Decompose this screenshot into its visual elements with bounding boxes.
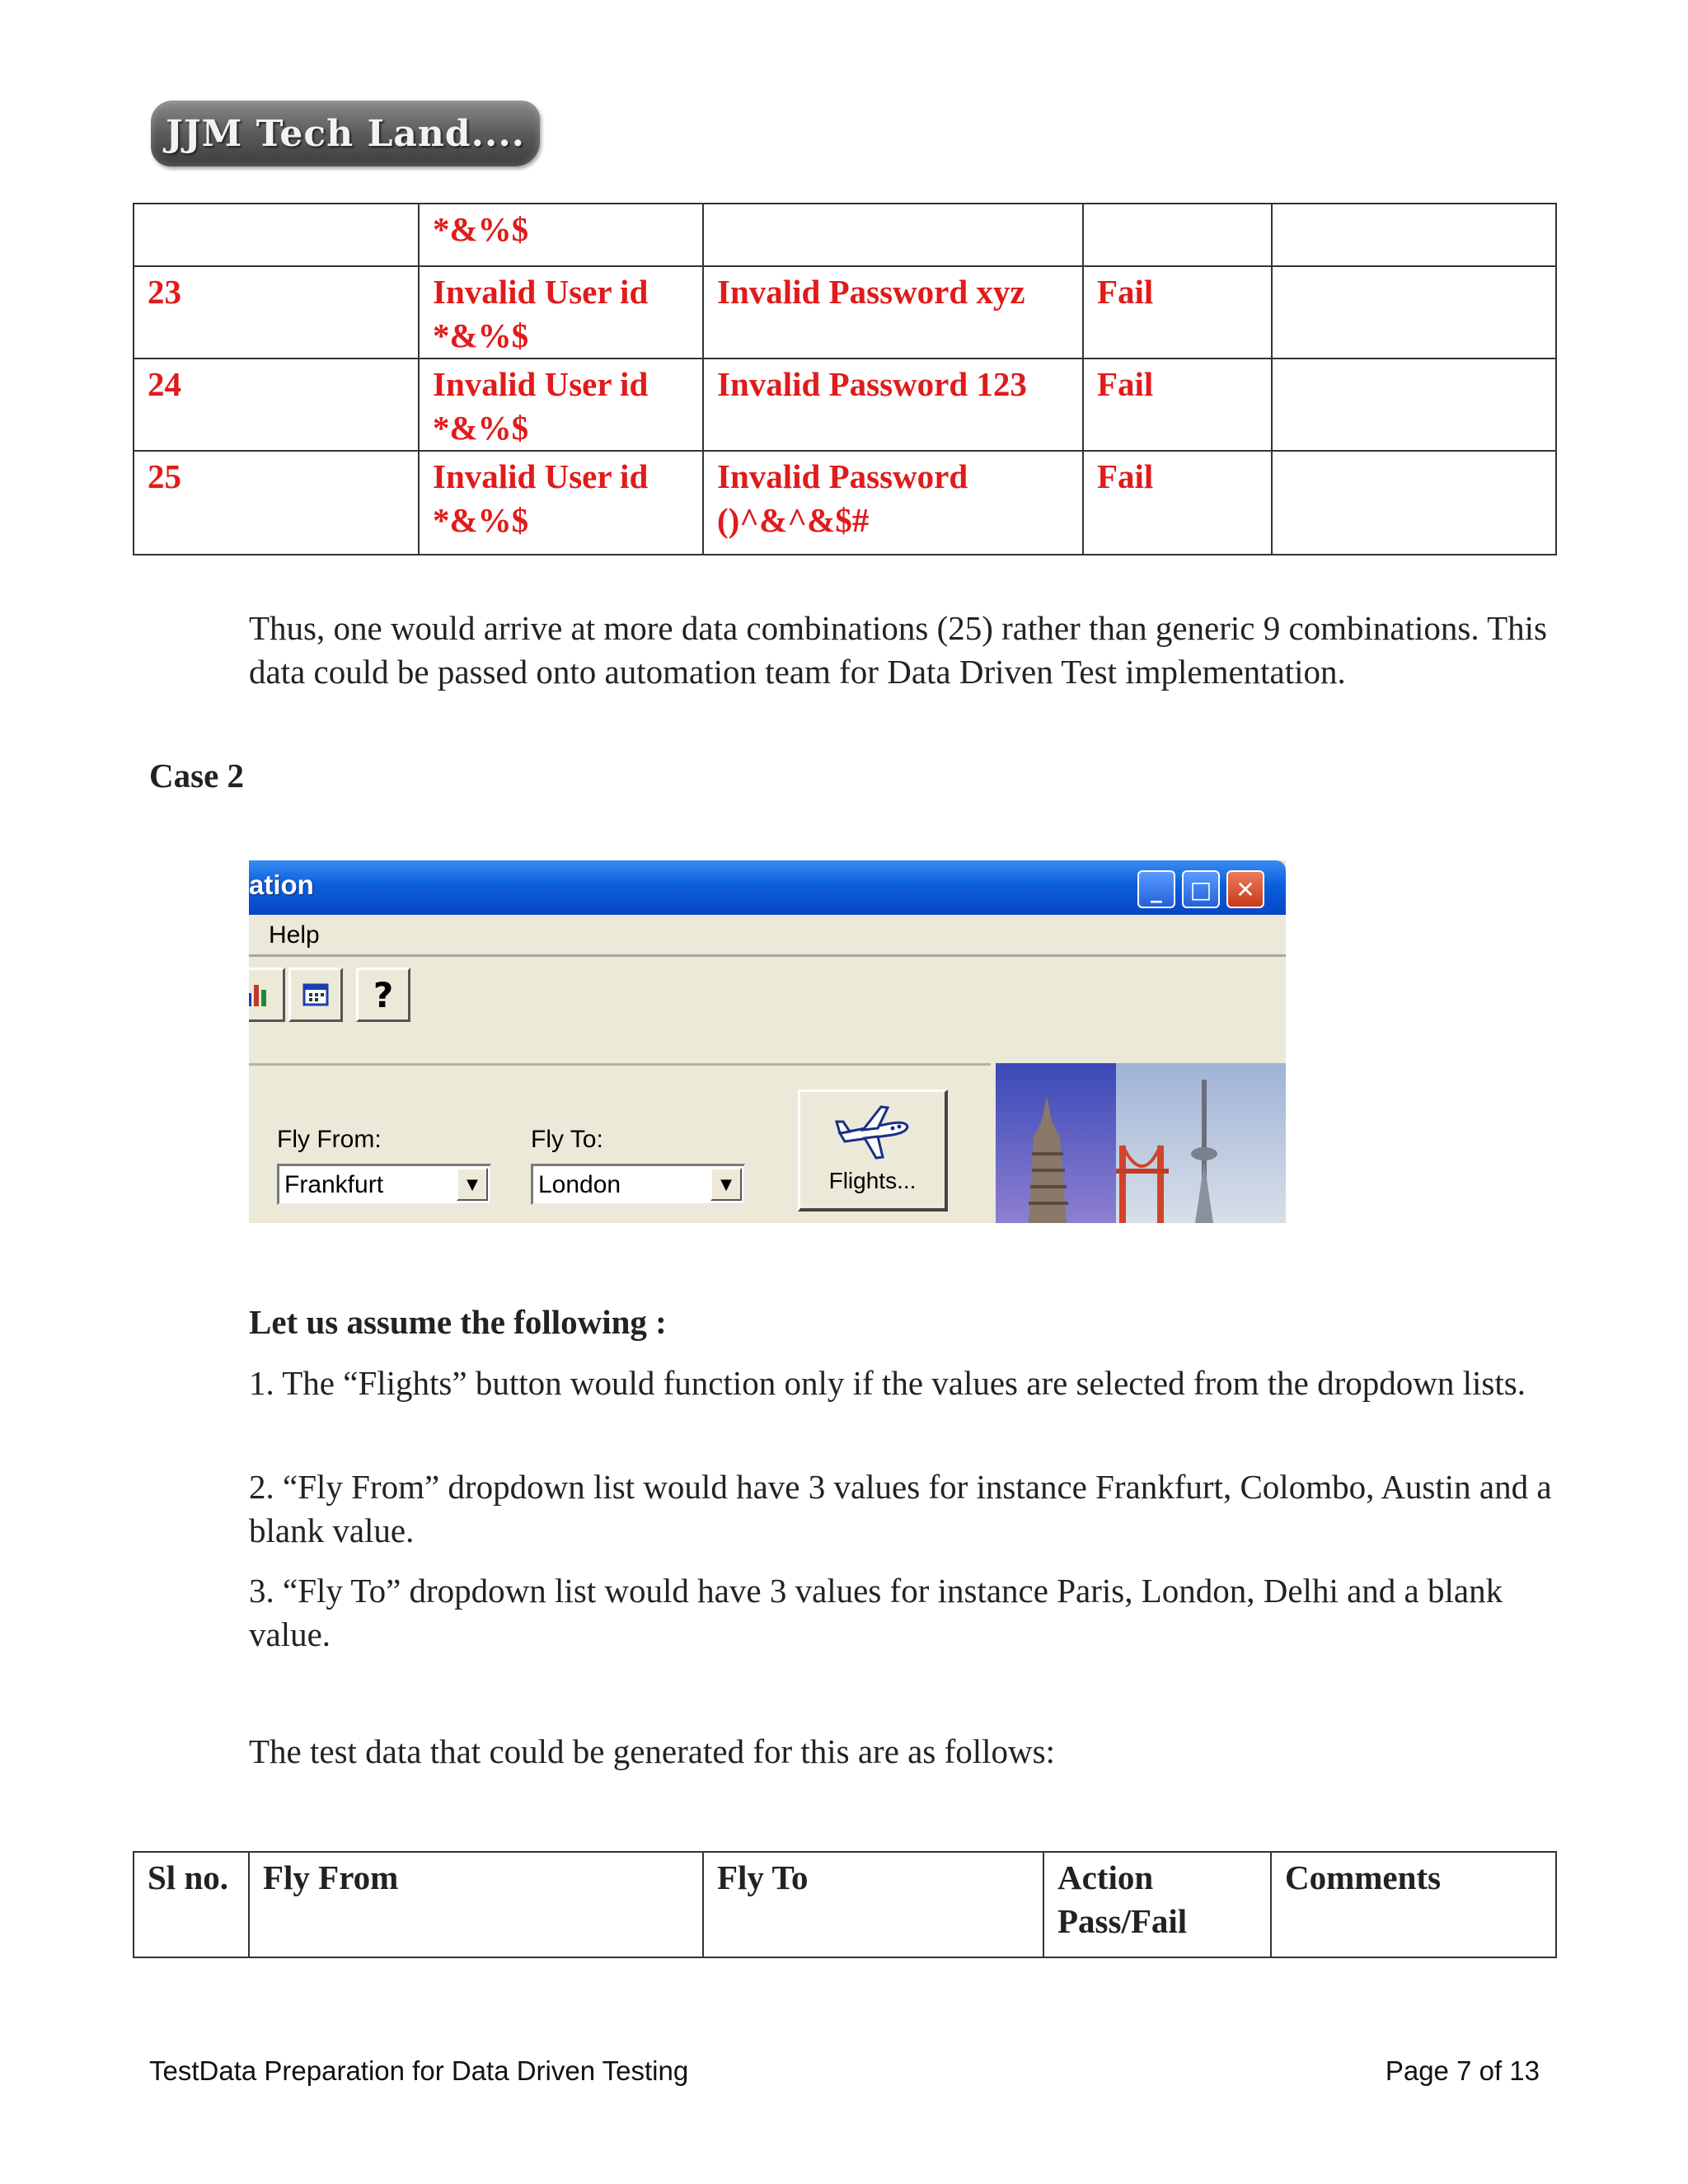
comments-cell xyxy=(1272,204,1556,266)
minimize-icon[interactable]: _ xyxy=(1137,870,1175,908)
row-number: 23 xyxy=(134,266,419,359)
page-number: Page 7 of 13 xyxy=(1385,2055,1540,2086)
password-cell: Invalid Password ()^&^&$# xyxy=(703,451,1083,555)
result-cell xyxy=(1083,204,1272,266)
flight-app-screenshot xyxy=(249,860,1286,1223)
password-cell xyxy=(703,204,1083,266)
flights-button-label: Flights... xyxy=(828,1168,917,1193)
window-title: ation xyxy=(249,869,314,900)
invalid-credentials-table xyxy=(133,203,1557,555)
assumption-item: 1. The “Flights” button would function only if the values are selected from the dropdown lists. xyxy=(249,1364,1526,1402)
help-icon[interactable]: ? xyxy=(356,968,410,1022)
password-cell: Invalid Password 123 xyxy=(703,359,1083,451)
header-action: Action Pass/Fail xyxy=(1043,1852,1271,1957)
assumptions-heading: Let us assume the following : xyxy=(249,1303,667,1341)
menu-help[interactable]: Help xyxy=(269,921,320,949)
test-data-intro: The test data that could be generated for this are as follows: xyxy=(249,1732,1055,1770)
fly-to-value: London xyxy=(538,1171,621,1198)
footer-title: TestData Preparation for Data Driven Testing xyxy=(149,2055,689,2086)
assumption-item: 3. “Fly To” dropdown list would have 3 values for instance Paris, London, Delhi and a blank value. xyxy=(249,1572,1503,1653)
fly-from-label: Fly From: xyxy=(277,1126,382,1153)
chevron-down-icon[interactable]: ▼ xyxy=(457,1168,488,1201)
row-number: 24 xyxy=(134,359,419,451)
fly-to-dropdown[interactable] xyxy=(531,1164,745,1205)
logo-text: JJM Tech Land.... xyxy=(166,112,525,155)
window-title-bar xyxy=(249,860,1286,915)
flight-test-data-table xyxy=(133,1851,1557,1958)
header-comments: Comments xyxy=(1271,1852,1556,1957)
menu-bar xyxy=(249,915,1286,957)
user-id-cell: Invalid User id *&%$ xyxy=(419,359,703,451)
table-row xyxy=(134,204,1556,266)
comments-cell xyxy=(1272,359,1556,451)
row-number: 25 xyxy=(134,451,419,555)
chevron-down-icon[interactable]: ▼ xyxy=(710,1168,742,1201)
result-cell: Fail xyxy=(1083,359,1272,451)
user-id-cell: Invalid User id *&%$ xyxy=(419,266,703,359)
table-row xyxy=(134,359,1556,451)
close-icon[interactable]: ✕ xyxy=(1226,870,1264,908)
maximize-icon[interactable]: □ xyxy=(1182,870,1220,908)
table-row xyxy=(134,451,1556,555)
table-row xyxy=(134,266,1556,359)
table-header-row xyxy=(134,1852,1556,1957)
comments-cell xyxy=(1272,451,1556,555)
fly-to-label: Fly To: xyxy=(531,1126,603,1153)
result-cell: Fail xyxy=(1083,451,1272,555)
comments-cell xyxy=(1272,266,1556,359)
user-id-cell: Invalid User id *&%$ xyxy=(419,451,703,555)
fly-from-dropdown[interactable] xyxy=(277,1164,491,1205)
divider xyxy=(249,1063,991,1066)
header-fly-from: Fly From xyxy=(249,1852,703,1957)
row-number xyxy=(134,204,419,266)
city-collage-image xyxy=(996,1063,1286,1223)
assumption-item: 2. “Fly From” dropdown list would have 3 values for instance Frankfurt, Colombo, Austin and a blank value. xyxy=(249,1468,1552,1549)
jjm-tech-land-logo xyxy=(151,101,540,166)
flights-button[interactable] xyxy=(798,1090,948,1212)
result-cell: Fail xyxy=(1083,266,1272,359)
summary-paragraph: Thus, one would arrive at more data combinations (25) rather than generic 9 combinations. This data could be passed onto automation team for Data Driven Test implementation. xyxy=(249,609,1548,691)
calendar-icon[interactable] xyxy=(288,968,343,1022)
header-sl-no: Sl no. xyxy=(134,1852,249,1957)
password-cell: Invalid Password xyz xyxy=(703,266,1083,359)
fly-from-value: Frankfurt xyxy=(284,1171,384,1198)
case-heading: Case 2 xyxy=(149,757,245,794)
chart-icon[interactable] xyxy=(249,968,285,1022)
airplane-icon xyxy=(833,1100,912,1165)
user-id-cell: *&%$ xyxy=(419,204,703,266)
header-fly-to: Fly To xyxy=(703,1852,1043,1957)
